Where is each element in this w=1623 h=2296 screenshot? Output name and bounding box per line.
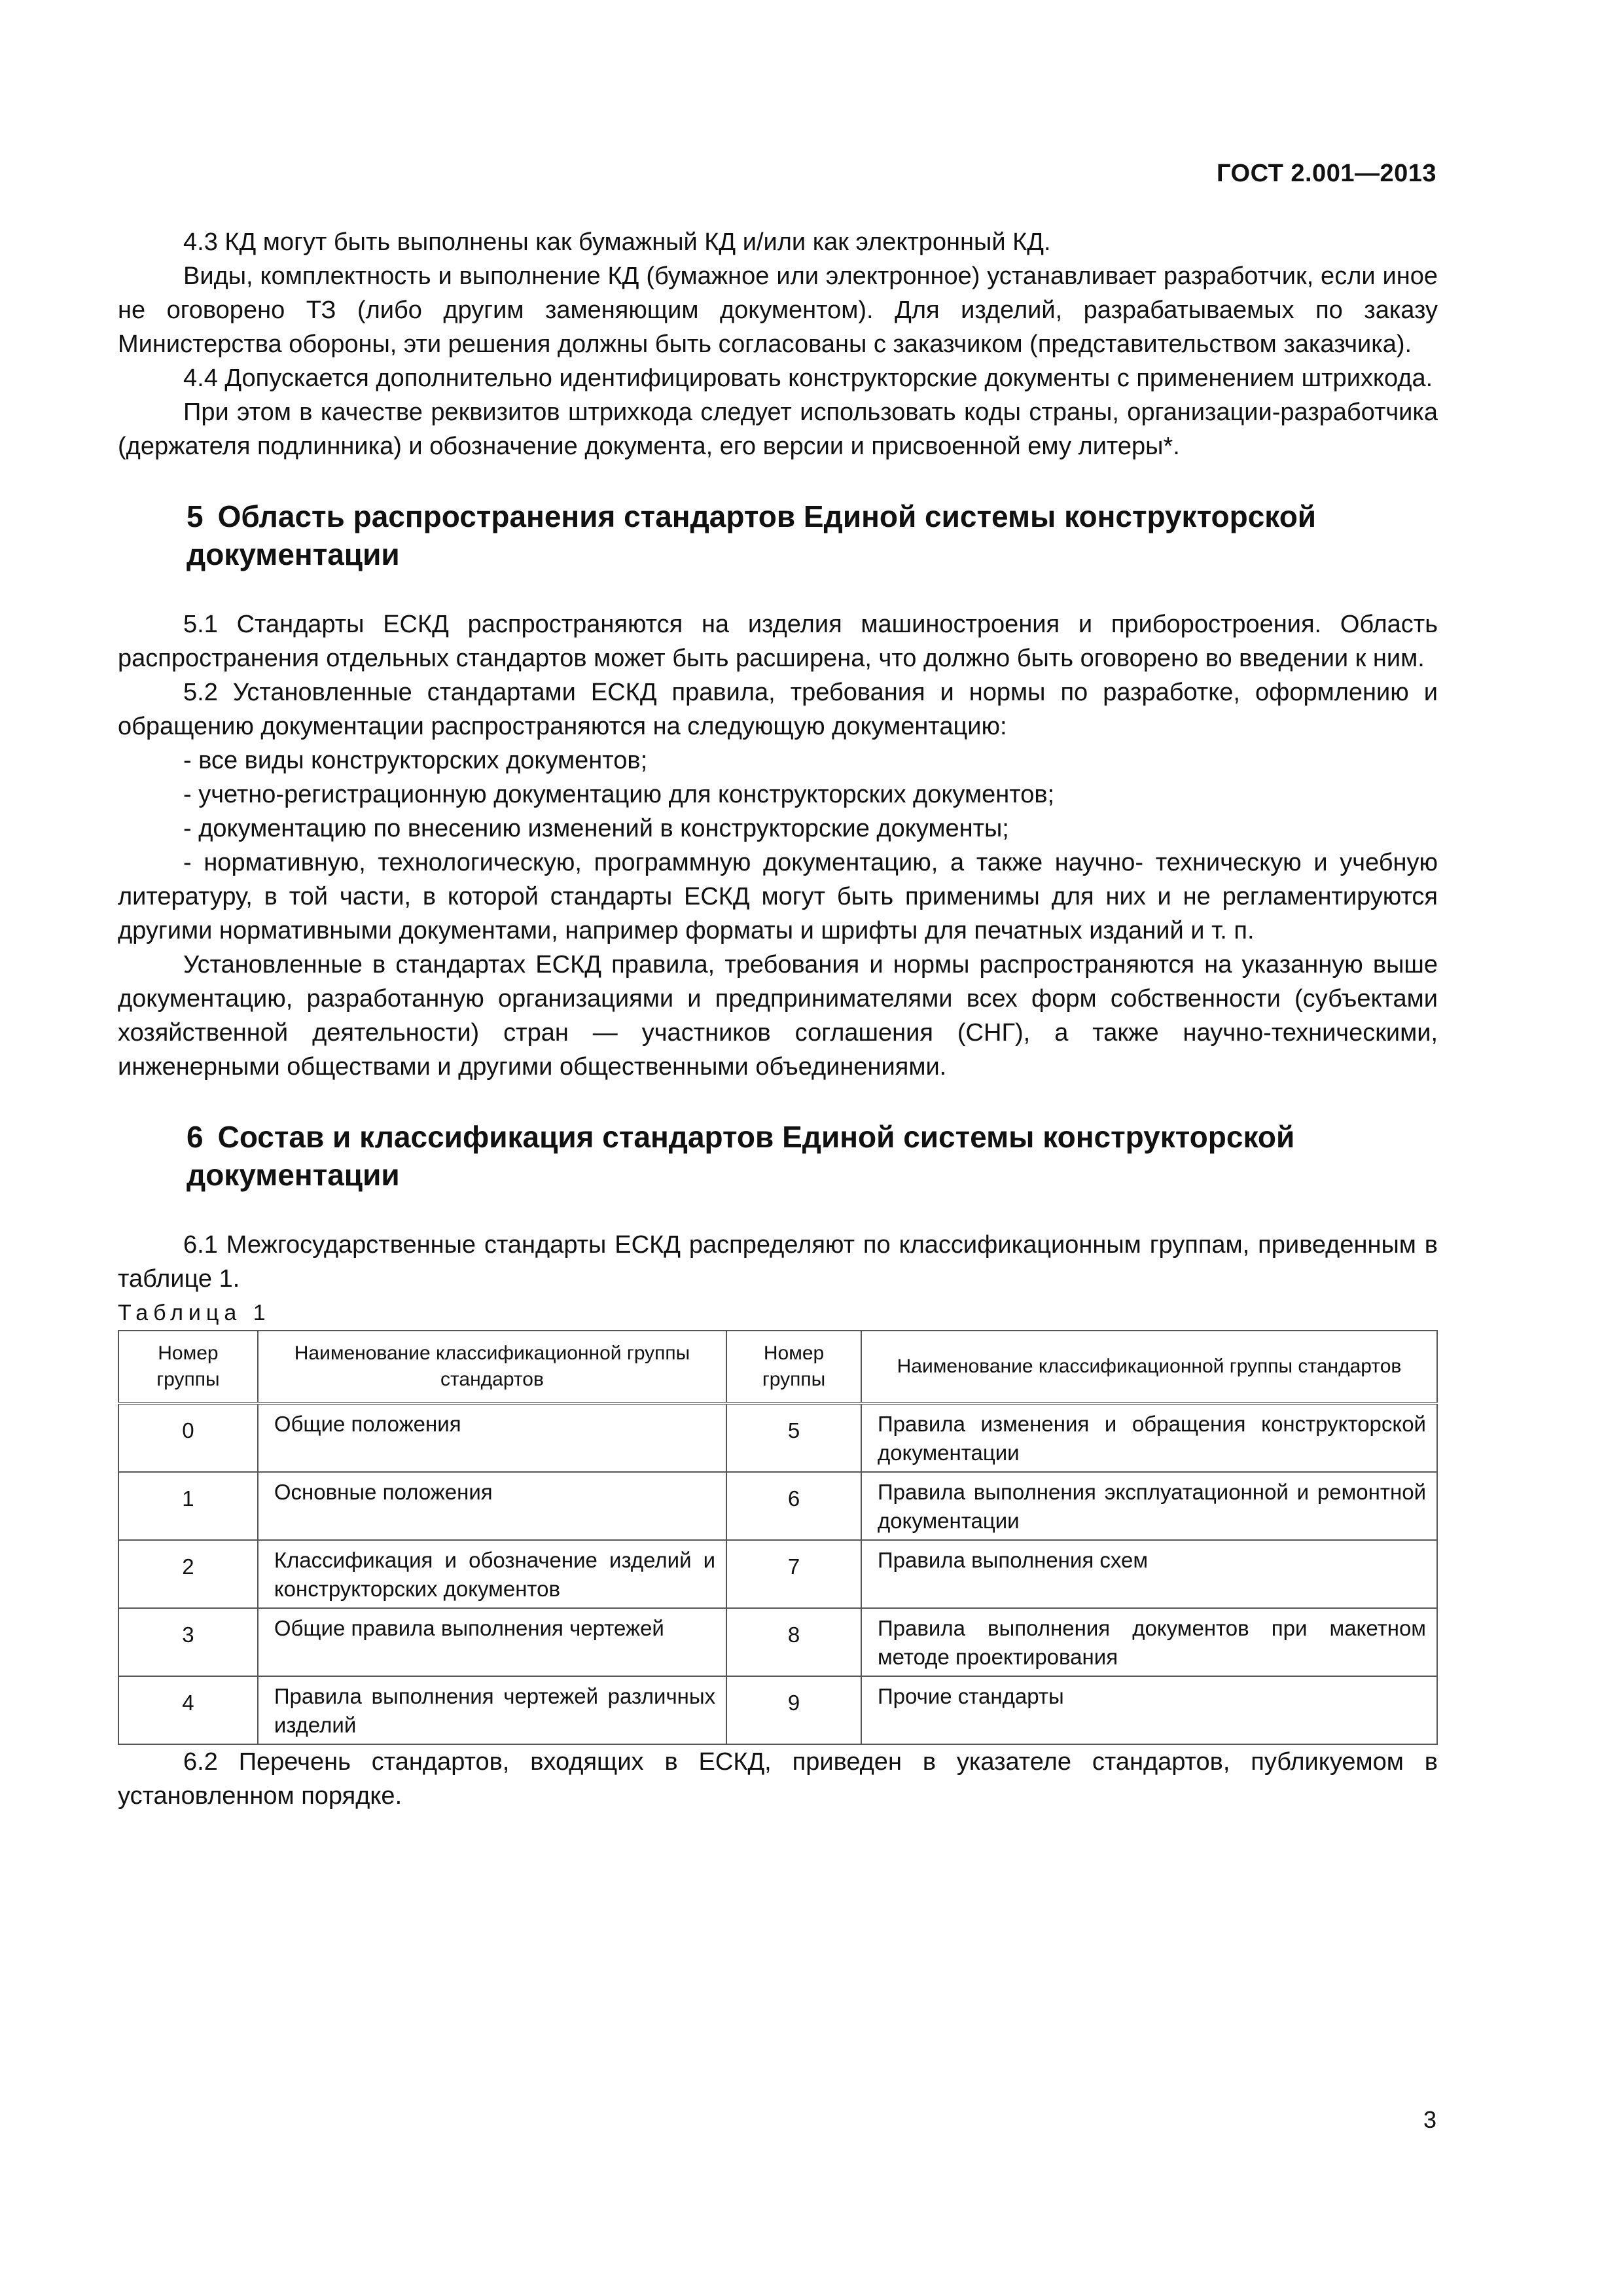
section-title: Область распространения стандартов Единой системы конструкторской документации	[187, 499, 1317, 571]
list-item: - учетно-регистрационную документацию для конструкторских документов;	[183, 781, 1055, 808]
table-row	[118, 1676, 1437, 1744]
paragraph-4-4-detail: При этом в качестве реквизитов штрихкода следует использовать коды страны, организации-разработчика (держателя подлинника) и обозначение документа, его версии и присвоенной ему литеры*.	[118, 399, 1438, 460]
group-number: 0	[118, 1403, 258, 1472]
group-name: Правила изменения и обращения конструкторской документации	[861, 1403, 1437, 1472]
group-number: 4	[118, 1676, 258, 1744]
paragraph-4-4: 4.4 Допускается дополнительно идентифицировать конструкторские документы с применением штрихкода.	[183, 365, 1433, 392]
documentation-list	[118, 744, 1438, 948]
paragraph-4-3: 4.3 КД могут быть выполнены как бумажный КД и/или как электронный КД.	[183, 228, 1051, 256]
group-name: Правила выполнения документов при макетном методе проектирования	[861, 1608, 1437, 1676]
group-name: Классификация и обозначение изделий и конструкторских документов	[258, 1540, 726, 1608]
table-row	[118, 1472, 1437, 1540]
list-item: - все виды конструкторских документов;	[183, 747, 648, 774]
list-item: - документацию по внесению изменений в конструкторские документы;	[183, 815, 1009, 842]
document-body	[118, 225, 1438, 1813]
paragraph-5-scope: Установленные в стандартах ЕСКД правила, требования и нормы распространяются на указанную выше документацию, разработанную организациями и предпринимателями всех форм собственности (субъектами хозяйственной деятельности) стран — участников соглашения (СНГ), а также научно-техническими, инженерными обществами и другими общественными объединениями.	[118, 951, 1438, 1081]
section-number: 5	[187, 499, 204, 533]
paragraph-6-1: 6.1 Межгосударственные стандарты ЕСКД распределяют по классификационным группам, приведенным в таблице 1.	[118, 1231, 1438, 1293]
paragraph-5-2: 5.2 Установленные стандартами ЕСКД правила, требования и нормы по разработке, оформлению и обращению документации распространяются на следующую документацию:	[118, 679, 1438, 740]
group-number: 9	[726, 1676, 861, 1744]
group-name: Правила выполнения эксплуатационной и ремонтной документации	[861, 1472, 1437, 1540]
group-name: Основные положения	[258, 1472, 726, 1540]
group-number: 6	[726, 1472, 861, 1540]
page-number: 3	[1423, 2106, 1436, 2133]
group-name: Общие правила выполнения чертежей	[258, 1608, 726, 1676]
group-number: 3	[118, 1608, 258, 1676]
group-name: Прочие стандарты	[861, 1676, 1437, 1744]
paragraph-6-2: 6.2 Перечень стандартов, входящих в ЕСКД, приведен в указателе стандартов, публикуемом в установленном порядке.	[118, 1748, 1438, 1810]
group-number: 1	[118, 1472, 258, 1540]
group-name: Общие положения	[258, 1403, 726, 1472]
section-5-heading	[118, 497, 1438, 573]
section-number: 6	[187, 1120, 204, 1154]
table-header-row	[118, 1331, 1437, 1403]
document-code: ГОСТ 2.001—2013	[1217, 160, 1436, 187]
list-item: - нормативную, технологическую, программную документацию, а также научно- техническую и учебную литературу, в той части, в которой стандарты ЕСКД могут быть применимы для них и не регламентируются другими нормативными документами, например форматы и шрифты для печатных изданий и т. п.	[118, 849, 1438, 944]
classification-table	[118, 1330, 1438, 1745]
paragraph-4-3-detail: Виды, комплектность и выполнение КД (бумажное или электронное) устанавливает разработчик, если иное не оговорено ТЗ (либо другим заменяющим документом). Для изделий, разрабатываемых по заказу Министерства обороны, эти решения должны быть согласованы с заказчиком (представительством заказчика).	[118, 262, 1438, 358]
paragraph-5-1: 5.1 Стандарты ЕСКД распространяются на изделия машиностроения и приборостроения. Область распространения отдельных стандартов может быть расширена, что должно быть оговорено во введении к ним.	[118, 611, 1438, 672]
table-caption: Таблица 1	[118, 1300, 271, 1325]
section-6-heading	[118, 1118, 1438, 1194]
header-group-name: Наименование классификационной группы стандартов	[258, 1331, 726, 1403]
table-row	[118, 1403, 1437, 1472]
section-title: Состав и классификация стандартов Единой системы конструкторской документации	[187, 1120, 1295, 1192]
header-group-number: Номер группы	[118, 1331, 258, 1403]
group-name: Правила выполнения чертежей различных изделий	[258, 1676, 726, 1744]
group-number: 2	[118, 1540, 258, 1608]
group-number: 7	[726, 1540, 861, 1608]
table-row	[118, 1540, 1437, 1608]
header-group-name: Наименование классификационной группы стандартов	[861, 1331, 1437, 1403]
section-heading	[118, 497, 1438, 573]
group-name: Правила выполнения схем	[861, 1540, 1437, 1608]
header-group-number: Номер группы	[726, 1331, 861, 1403]
group-number: 8	[726, 1608, 861, 1676]
table-row	[118, 1608, 1437, 1676]
group-number: 5	[726, 1403, 861, 1472]
section-heading	[118, 1118, 1438, 1194]
